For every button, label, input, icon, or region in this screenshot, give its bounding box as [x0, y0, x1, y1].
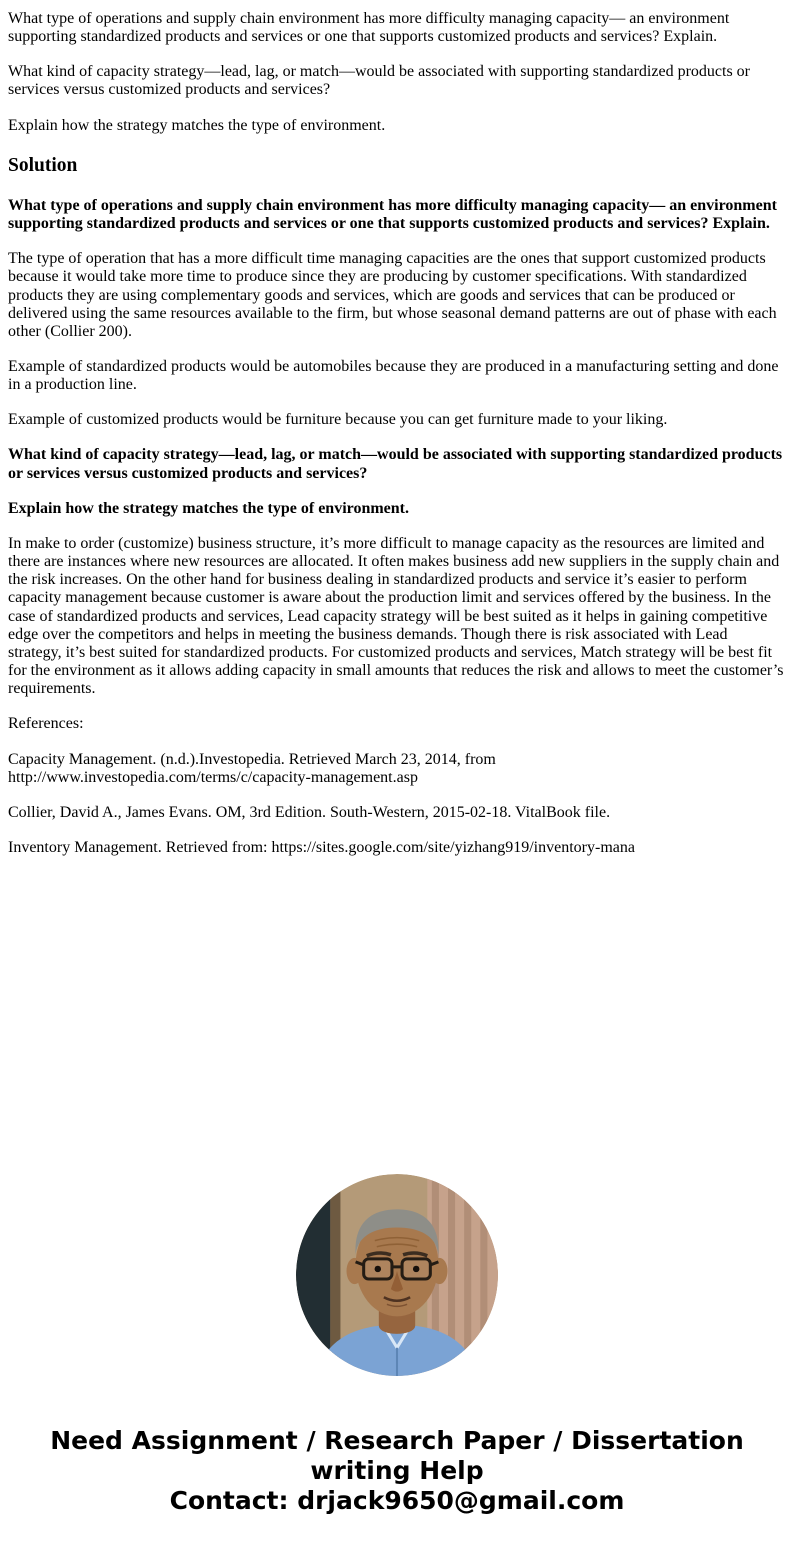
question-1-heading: What type of operations and supply chain environment has more difficulty managing capacity— an environment supporting standardized products and services or one that supports customized products and services? Explain.	[8, 196, 777, 233]
answer-paragraph: Example of standardized products would be automobiles because they are produced in a manufacturing setting and done in a production line.	[8, 358, 779, 394]
reference-item: Collier, David A., James Evans. OM, 3rd Edition. South-Western, 2015-02-18. VitalBook file.	[8, 803, 611, 821]
promo-footer	[0, 1426, 794, 1546]
tutor-portrait-graphic	[296, 1174, 498, 1376]
reference-item: Capacity Management. (n.d.).Investopedia. Retrieved March 23, 2014, from http://www.investopedia.com/terms/c/capacity-management.asp	[8, 750, 496, 786]
intro-question-1: What type of operations and supply chain environment has more difficulty managing capacity— an environment supporting standardized products and services or one that supports customized products and services? Explain.	[8, 10, 730, 46]
answer-paragraph: Example of customized products would be furniture because you can get furniture made to your liking.	[8, 411, 668, 429]
answer-paragraph: In make to order (customize) business structure, it’s more difficult to manage capacity as the resources are limited and there are instances where new resources are allocated. It often makes business add new suppliers in the supply chain and the risk increases. On the other hand for business dealing in standardized products and service it’s easier to perform capacity management because customer is aware about the production limit and services offered by the business. In the case of standardized products and services, Lead capacity strategy will be best suited as it helps in gaining competitive edge over the competitors and helps in meeting the business demands. Though there is risk associated with Lead strategy, it’s best suited for standardized products. For customized products and services, Match strategy will be best fit for the environment as it allows adding capacity in small amounts that reduces the risk and allows to meet the customer’s requirements.	[8, 534, 784, 698]
answer-paragraph: The type of operation that has a more difficult time managing capacities are the ones that support customized products because it would take more time to produce since they are producing by customer specifications. With standardized products they are using complementary goods and services, which are goods and services that can be produced or delivered using the same resources available to the firm, but whose seasonal demand patterns are out of phase with each other (Collier 200).	[8, 250, 777, 340]
question-3-heading: Explain how the strategy matches the type of environment.	[8, 499, 410, 517]
intro-question-2: What kind of capacity strategy—lead, lag, or match—would be associated with supporting standardized products or services versus customized products and services?	[8, 63, 751, 99]
solution-heading: Solution	[8, 154, 78, 176]
promo-line-2: writing Help	[310, 1456, 484, 1486]
reference-item: Inventory Management. Retrieved from: https://sites.google.com/site/yizhang919/inventory-mana	[8, 838, 635, 856]
references-label: References:	[8, 715, 84, 733]
promo-line-1: Need Assignment / Research Paper / Dissertation	[50, 1426, 744, 1456]
question-2-heading: What kind of capacity strategy—lead, lag, or match—would be associated with supporting standardized products or services versus customized products and services?	[8, 446, 783, 482]
promo-contact-email: Contact: drjack9650@gmail.com	[169, 1486, 625, 1516]
tutor-photo	[296, 1174, 498, 1376]
intro-question-3: Explain how the strategy matches the type of environment.	[8, 116, 386, 134]
